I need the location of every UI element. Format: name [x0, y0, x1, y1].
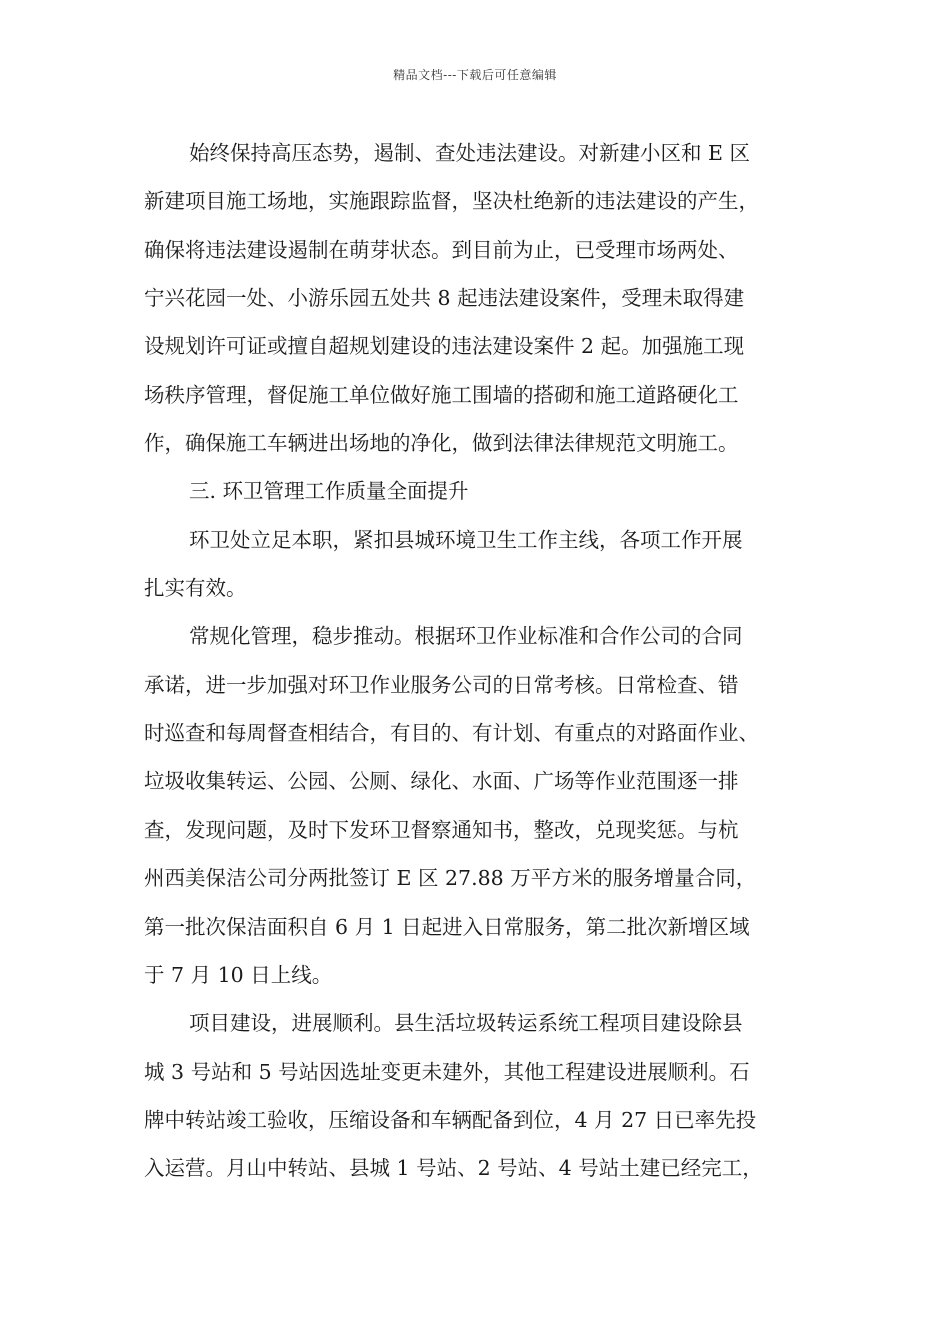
- text-line: 作，确保施工车辆进出场地的净化，做到法律法律规范文明施工。: [144, 431, 739, 456]
- page-header: 精品文档---下载后可任意编辑: [393, 68, 557, 82]
- section-heading: 三. 环卫管理工作质量全面提升: [189, 479, 469, 504]
- text-line: 承诺，进一步加强对环卫作业服务公司的日常考核。日常检查、错: [144, 672, 739, 697]
- text-line: 宁兴花园一处、小游乐园五处共 8 起违法建设案件，受理未取得建: [144, 286, 745, 311]
- text-line: 查，发现问题，及时下发环卫督察通知书，整改，兑现奖惩。与杭: [144, 817, 739, 842]
- text-line: 时巡查和每周督查相结合，有目的、有计划、有重点的对路面作业、: [144, 721, 759, 746]
- text-line: 扎实有效。: [144, 576, 247, 601]
- text-line: 始终保持高压态势，遏制、查处违法建设。对新建小区和 E 区: [189, 141, 750, 165]
- text-line: 常规化管理，稳步推动。根据环卫作业标准和合作公司的合同: [189, 624, 743, 649]
- text-line: 环卫处立足本职，紧扣县城环境卫生工作主线，各项工作开展: [189, 527, 743, 552]
- text-line: 垃圾收集转运、公园、公厕、绿化、水面、广场等作业范围逐一排: [144, 769, 739, 794]
- text-line: 设规划许可证或擅自超规划建设的违法建设案件 2 起。加强施工现: [144, 334, 745, 359]
- text-line: 第一批次保洁面积自 6 月 1 日起进入日常服务，第二批次新增区域: [144, 914, 750, 939]
- text-line: 入运营。月山中转站、县城 1 号站、2 号站、4 号站土建已经完工，: [144, 1156, 763, 1181]
- text-line: 牌中转站竣工验收，压缩设备和车辆配备到位，4 月 27 日已率先投: [144, 1107, 757, 1132]
- text-line: 城 3 号站和 5 号站因选址变更未建外，其他工程建设进展顺利。石: [144, 1059, 750, 1084]
- text-line: 场秩序管理，督促施工单位做好施工围墙的搭砌和施工道路硬化工: [144, 382, 739, 407]
- document-body: [144, 129, 824, 1193]
- text-line: 确保将违法建设遏制在萌芽状态。到目前为止，已受理市场两处、: [144, 237, 739, 262]
- text-line: 新建项目施工场地，实施跟踪监督，坚决杜绝新的违法建设的产生，: [144, 189, 759, 214]
- text-line: 项目建设，进展顺利。县生活垃圾转运系统工程项目建设除县: [189, 1011, 743, 1036]
- text-line: 州西美保洁公司分两批签订 E 区 27.88 万平方米的服务增量合同，: [144, 866, 757, 891]
- text-line: 于 7 月 10 日上线。: [144, 962, 333, 987]
